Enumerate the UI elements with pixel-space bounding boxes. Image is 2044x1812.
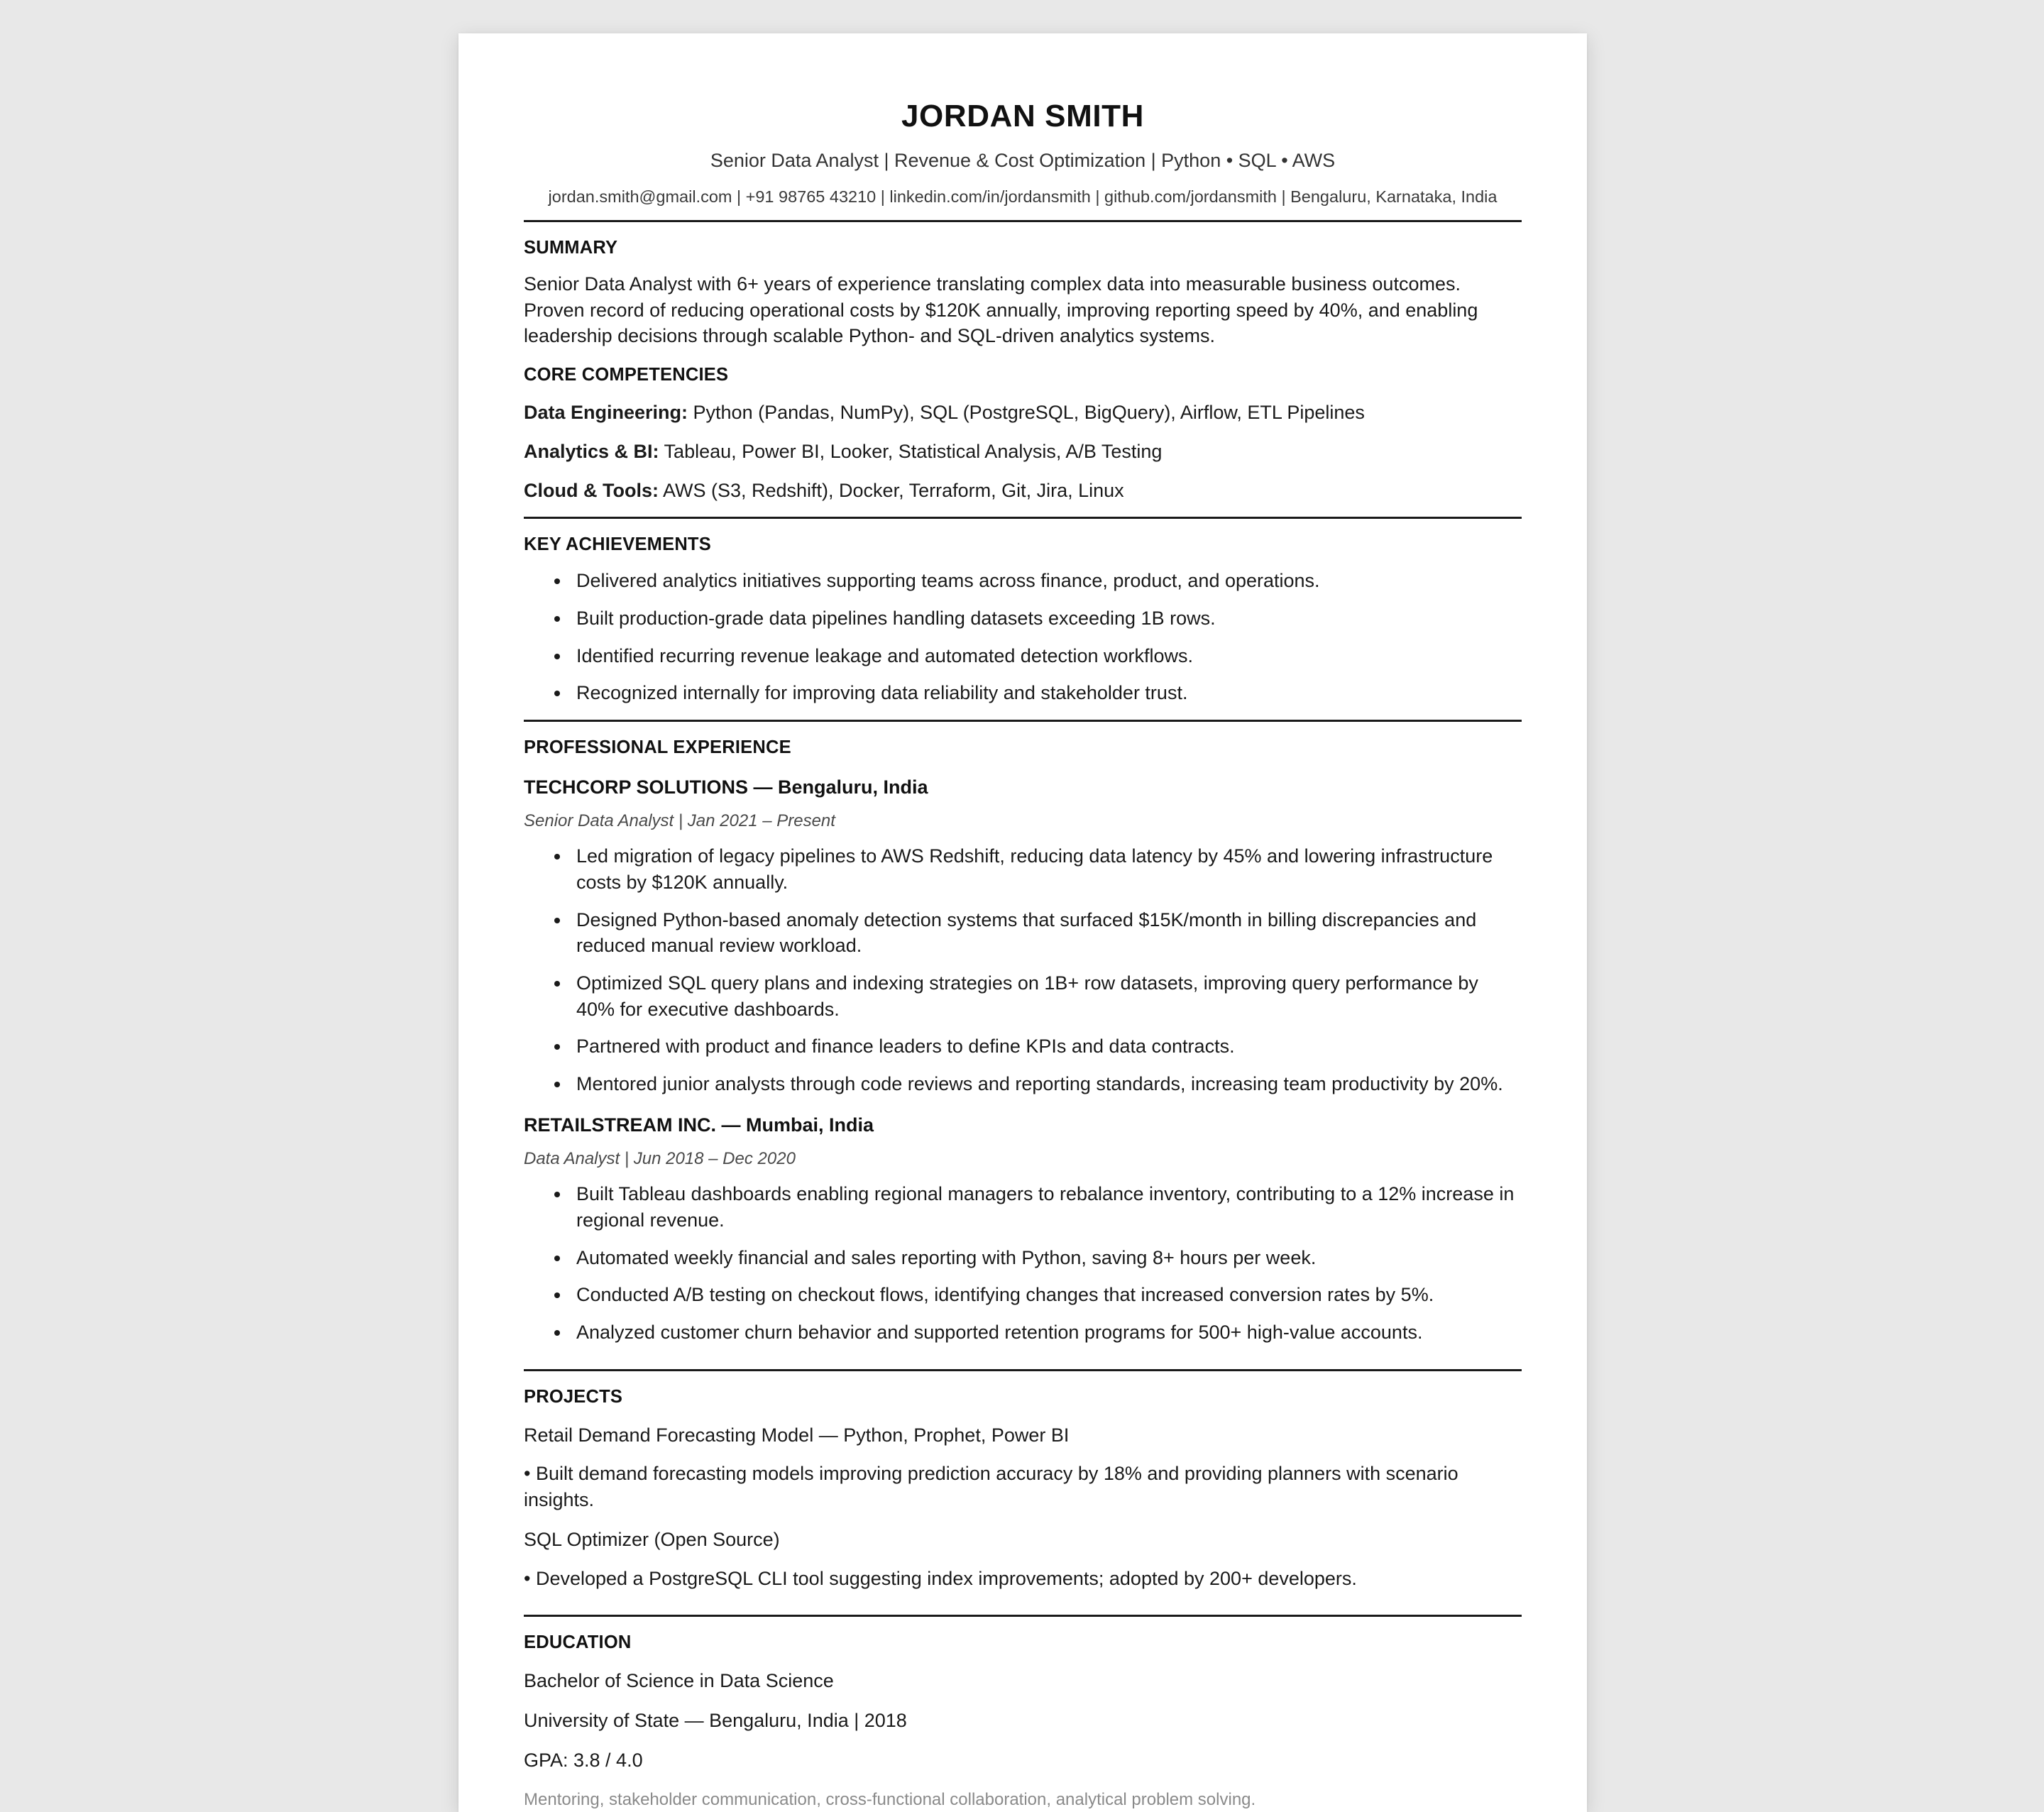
experience-bullet-list — [524, 843, 1522, 1097]
list-item: • Recognized internally for improving data reliability and stakeholder trust. — [571, 680, 1522, 706]
section-title-key-achievements: KEY ACHIEVEMENTS — [524, 534, 711, 555]
candidate-contact-line: jordan.smith@gmail.com | +91 98765 43210 | linkedin.com/in/jordansmith | github.com/jordansmith | Bengaluru, Karnataka, India — [548, 187, 1498, 206]
footer-skills-note: Mentoring, stakeholder communication, cross-functional collaboration, analytical problem solving. — [524, 1790, 1256, 1810]
header-divider — [524, 220, 1522, 222]
section-summary — [524, 237, 1522, 349]
list-item: • Partnered with product and finance leaders to define KPIs and data contracts. — [571, 1033, 1522, 1060]
competency-row — [524, 478, 1522, 504]
competency-label: Analytics & BI: — [524, 440, 659, 462]
section-title-core-competencies: CORE COMPETENCIES — [524, 365, 729, 385]
section-projects — [524, 1386, 1522, 1591]
list-item: • Mentored junior analysts through code reviews and reporting standards, increasing team productivity by 20%. — [571, 1071, 1522, 1097]
project-description: • Developed a PostgreSQL CLI tool suggesting index improvements; adopted by 200+ developers. — [524, 1567, 1357, 1589]
competency-label: Cloud & Tools: — [524, 479, 659, 501]
section-divider-education — [524, 1615, 1522, 1617]
key-achievements-list — [524, 568, 1522, 706]
list-item: • Automated weekly financial and sales reporting with Python, saving 8+ hours per week. — [571, 1245, 1522, 1271]
resume-header — [524, 99, 1522, 207]
list-item: • Designed Python-based anomaly detection systems that surfaced $15K/month in billing discrepancies and reduced manual review workload. — [571, 907, 1522, 959]
competency-value: Tableau, Power BI, Looker, Statistical Analysis, A/B Testing — [659, 440, 1163, 462]
competency-row — [524, 400, 1522, 426]
competency-row — [524, 439, 1522, 465]
section-title-professional-experience: PROFESSIONAL EXPERIENCE — [524, 737, 791, 757]
section-professional-experience — [524, 737, 1522, 1346]
education-gpa: GPA: 3.8 / 4.0 — [524, 1749, 643, 1771]
list-item: • Delivered analytics initiatives supporting teams across finance, product, and operations. — [571, 568, 1522, 594]
experience-role-dates: Senior Data Analyst | Jan 2021 – Present — [524, 811, 835, 830]
competency-value: AWS (S3, Redshift), Docker, Terraform, Git, Jira, Linux — [658, 479, 1124, 501]
section-key-achievements — [524, 534, 1522, 706]
summary-text: Senior Data Analyst with 6+ years of experience translating complex data into measurable business outcomes. Proven record of reducing operational costs by $120K annually, improving reporting speed by 40%, and enabling leadership decisions through scalable Python- and SQL-driven analytics systems. — [524, 273, 1478, 347]
list-item: • Built Tableau dashboards enabling regional managers to rebalance inventory, contributing to a 12% increase in regional revenue. — [571, 1181, 1522, 1233]
competency-label: Data Engineering: — [524, 402, 688, 424]
section-title-projects: PROJECTS — [524, 1386, 623, 1407]
candidate-tagline: Senior Data Analyst | Revenue & Cost Optimization | Python • SQL • AWS — [710, 149, 1336, 171]
list-item: • Identified recurring revenue leakage and automated detection workflows. — [571, 643, 1522, 669]
experience-entry — [524, 775, 1522, 1097]
list-item: • Built production-grade data pipelines handling datasets exceeding 1B rows. — [571, 605, 1522, 632]
section-core-competencies — [524, 364, 1522, 503]
section-divider-projects — [524, 1369, 1522, 1371]
project-description: • Built demand forecasting models improving prediction accuracy by 18% and providing planners with scenario insights. — [524, 1463, 1458, 1511]
section-divider-key-achievements — [524, 517, 1522, 519]
education-school: University of State — Bengaluru, India | 2018 — [524, 1709, 907, 1731]
experience-bullet-list — [524, 1181, 1522, 1346]
competency-value: Python (Pandas, NumPy), SQL (PostgreSQL, BigQuery), Airflow, ETL Pipelines — [688, 402, 1365, 424]
section-divider-professional-experience — [524, 720, 1522, 722]
list-item: • Led migration of legacy pipelines to AWS Redshift, reducing data latency by 45% and lowering infrastructure costs by $120K annually. — [571, 843, 1522, 895]
section-title-summary: SUMMARY — [524, 238, 618, 258]
list-item: • Analyzed customer churn behavior and supported retention programs for 500+ high-value accounts. — [571, 1319, 1522, 1346]
list-item: • Conducted A/B testing on checkout flows, identifying changes that increased conversion rates by 5%. — [571, 1282, 1522, 1308]
experience-role-dates: Data Analyst | Jun 2018 – Dec 2020 — [524, 1148, 796, 1168]
project-name: Retail Demand Forecasting Model — Python, Prophet, Power BI — [524, 1424, 1070, 1446]
experience-entry — [524, 1113, 1522, 1346]
experience-company: RETAILSTREAM INC. — Mumbai, India — [524, 1114, 874, 1136]
spacer — [524, 1346, 1522, 1356]
list-item: • Optimized SQL query plans and indexing strategies on 1B+ row datasets, improving query performance by 40% for executive dashboards. — [571, 970, 1522, 1022]
resume-page — [458, 33, 1587, 1812]
education-degree: Bachelor of Science in Data Science — [524, 1670, 834, 1692]
section-education — [524, 1632, 1522, 1773]
section-title-education: EDUCATION — [524, 1632, 632, 1653]
spacer — [524, 1591, 1522, 1601]
candidate-name: JORDAN SMITH — [901, 99, 1145, 133]
experience-company: TECHCORP SOLUTIONS — Bengaluru, India — [524, 776, 928, 798]
project-name: SQL Optimizer (Open Source) — [524, 1528, 780, 1550]
